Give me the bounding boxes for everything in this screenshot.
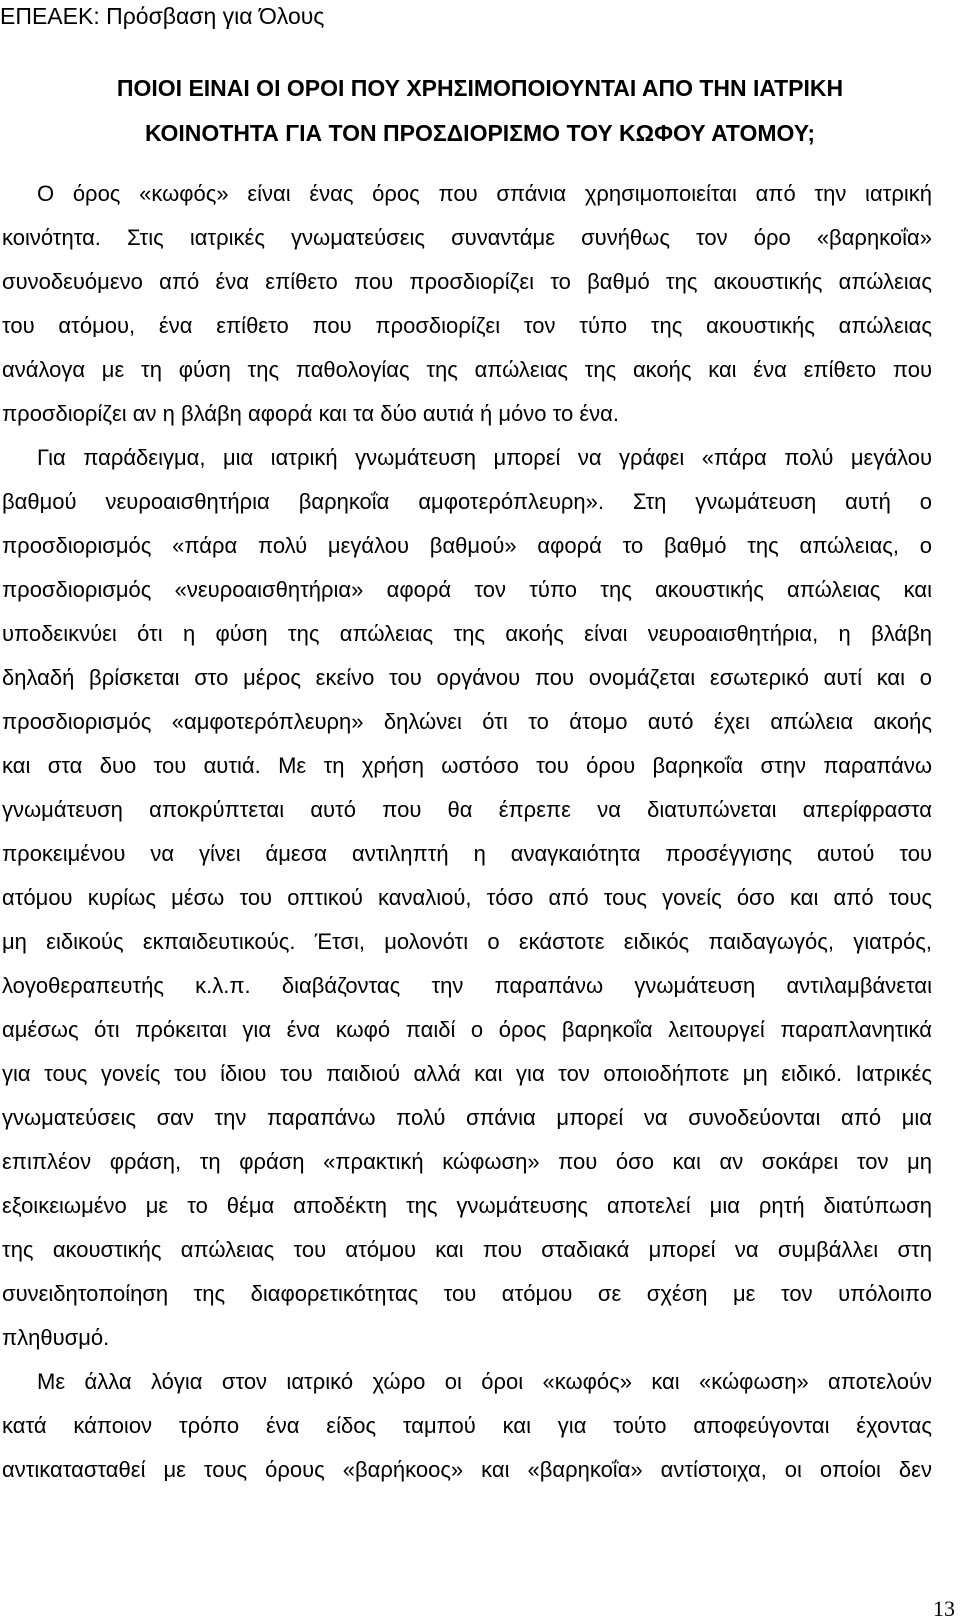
section-title-line-2: ΚΟΙΝΟΤΗΤΑ ΓΙΑ ΤΟΝ ΠΡΟΣΔΙΟΡΙΣΜΟ ΤΟΥ ΚΩΦΟΥ ΑΤΟΜΟΥ;: [144, 120, 816, 146]
text-line: κοινότητα. Στις ιατρικές γνωματεύσεις συναντάμε συνήθως τον όρο «βαρηκοΐα»: [2, 225, 932, 250]
text-line: προσδιορίζει αν η βλάβη αφορά και τα δύο αυτιά ή μόνο το ένα.: [2, 401, 619, 426]
text-line: προσδιορισμός «νευροαισθητήρια» αφορά τον τύπο της ακουστικής απώλειας και: [2, 577, 932, 602]
text-line: Με άλλα λόγια στον ιατρικό χώρο οι όροι «κωφός» και «κώφωση» αποτελούν: [37, 1369, 932, 1394]
text-line: επιπλέον φράση, τη φράση «πρακτική κώφωση» που όσο και αν σοκάρει τον μη: [2, 1149, 932, 1174]
text-line: προκειμένου να γίνει άμεσα αντιληπτή η αναγκαιότητα προσέγγισης αυτού του: [2, 841, 932, 866]
text-line: Για παράδειγμα, μια ιατρική γνωμάτευση μπορεί να γράφει «πάρα πολύ μεγάλου: [37, 445, 932, 470]
text-line: ατόμου κυρίως μέσω του οπτικού καναλιού, τόσο από τους γονείς όσο και από τους: [2, 885, 932, 910]
text-line: υποδεικνύει ότι η φύση της απώλειας της ακοής είναι νευροαισθητήρια, η βλάβη: [2, 621, 932, 646]
text-line: μη ειδικούς εκπαιδευτικούς. Έτσι, μολονότι ο εκάστοτε ειδικός παιδαγωγός, γιατρός,: [2, 929, 932, 954]
text-line: αμέσως ότι πρόκειται για ένα κωφό παιδί ο όρος βαρηκοΐα λειτουργεί παραπλανητικά: [2, 1017, 932, 1042]
text-line: της ακουστικής απώλειας του ατόμου και που σταδιακά μπορεί να συμβάλλει στη: [2, 1237, 932, 1262]
text-line: συνοδευόμενο από ένα επίθετο που προσδιορίζει το βαθμό της ακουστικής απώλειας: [2, 269, 932, 294]
text-line: συνειδητοποίηση της διαφορετικότητας του ατόμου σε σχέση με τον υπόλοιπο: [2, 1281, 932, 1306]
text-line: λογοθεραπευτής κ.λ.π. διαβάζοντας την παραπάνω γνωμάτευση αντιλαμβάνεται: [2, 973, 932, 998]
text-line: Ο όρος «κωφός» είναι ένας όρος που σπάνια χρησιμοποιείται από την ιατρική: [37, 181, 932, 206]
text-line: εξοικειωμένο με το θέμα αποδέκτη της γνωμάτευσης αποτελεί μια ρητή διατύπωση: [2, 1193, 932, 1218]
text-line: προσδιορισμός «αμφοτερόπλευρη» δηλώνει ότι το άτομο αυτό έχει απώλεια ακοής: [2, 709, 932, 734]
text-line: προσδιορισμός «πάρα πολύ μεγάλου βαθμού» αφορά το βαθμό της απώλειας, ο: [2, 533, 932, 558]
page-number: 13: [933, 1596, 955, 1621]
text-line: και στα δυο του αυτιά. Με τη χρήση ωστόσο του όρου βαρηκοΐα στην παραπάνω: [2, 753, 932, 778]
text-line: αντικατασταθεί με τους όρους «βαρήκοος» και «βαρηκοΐα» αντίστοιχα, οι οποίοι δεν: [2, 1457, 932, 1482]
text-line: για τους γονείς του ίδιου του παιδιού αλλά και για τον οποιοδήποτε μη ειδικό. Ιατρικές: [2, 1061, 932, 1086]
text-line: κατά κάποιον τρόπο ένα είδος ταμπού και για τούτο αποφεύγονται έχοντας: [2, 1413, 932, 1438]
text-line: του ατόμου, ένα επίθετο που προσδιορίζει τον τύπο της ακουστικής απώλειας: [2, 313, 932, 338]
text-line: πληθυσμό.: [2, 1325, 110, 1350]
text-line: βαθμού νευροαισθητήρια βαρηκοΐα αμφοτερόπλευρη». Στη γνωμάτευση αυτή ο: [2, 489, 932, 514]
section-title-line-1: ΠΟΙΟΙ ΕΙΝΑΙ ΟΙ ΟΡΟΙ ΠΟΥ ΧΡΗΣΙΜΟΠΟΙΟΥΝΤΑΙ ΑΠΟ ΤΗΝ ΙΑΤΡΙΚΗ: [116, 75, 844, 101]
text-line: γνωματεύσεις σαν την παραπάνω πολύ σπάνια μπορεί να συνοδεύονται από μια: [2, 1105, 932, 1130]
text-line: δηλαδή βρίσκεται στο μέρος εκείνο του οργάνου που ονομάζεται εσωτερικό αυτί και ο: [2, 665, 932, 690]
running-header: ΕΠΕΑΕΚ: Πρόσβαση για Όλους: [0, 3, 325, 29]
text-line: ανάλογα με τη φύση της παθολογίας της απώλειας της ακοής και ένα επίθετο που: [2, 357, 932, 382]
text-line: γνωμάτευση αποκρύπτεται αυτό που θα έπρεπε να διατυπώνεται απερίφραστα: [2, 797, 932, 822]
